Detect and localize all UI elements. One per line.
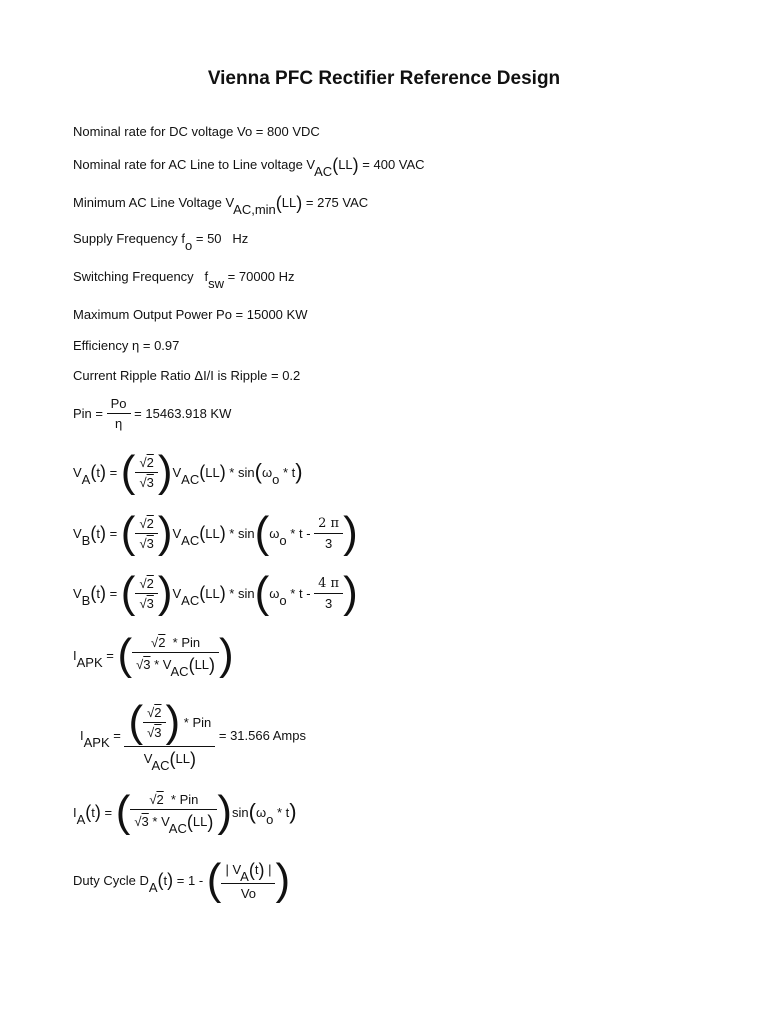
- v: V: [172, 464, 182, 480]
- label: Nominal rate for AC Line to Line voltage V: [73, 157, 315, 172]
- label: Duty Cycle D: [73, 872, 149, 888]
- v: V: [172, 585, 182, 601]
- t: t: [285, 804, 290, 820]
- ac: AC: [181, 592, 200, 608]
- ll: LL: [205, 525, 220, 541]
- one: 1: [187, 872, 196, 888]
- t: t: [96, 585, 100, 601]
- two: 2: [146, 454, 154, 470]
- o: o: [279, 592, 287, 608]
- t: t: [298, 585, 303, 601]
- value: 275: [317, 195, 339, 210]
- ll: LL: [205, 585, 220, 601]
- param-ripple: [73, 368, 300, 383]
- three: 3: [143, 656, 151, 672]
- subscript: B: [81, 592, 91, 608]
- label: Supply Frequency f: [73, 231, 186, 246]
- label: Minimum AC Line Voltage V: [73, 195, 234, 210]
- three: 3: [154, 724, 162, 740]
- v: V: [172, 525, 182, 541]
- fraction: [107, 396, 131, 431]
- value: 800: [267, 124, 289, 139]
- denominator: Vo: [240, 885, 257, 901]
- pin: Pin: [192, 714, 212, 730]
- value: 70000: [238, 269, 276, 284]
- ll: LL: [194, 656, 210, 672]
- sqrt-fraction: [135, 516, 157, 551]
- param-efficiency: [73, 338, 179, 353]
- numerator: Po: [107, 396, 131, 414]
- param-dc-voltage: [73, 124, 320, 139]
- numerator: 2 π: [314, 516, 343, 534]
- equation-iapk-formula: I APK = ( √ 2 * Pin √ 3 * VAC(LL) ): [73, 633, 234, 677]
- arg: LL: [281, 195, 297, 210]
- symbol: f: [204, 269, 209, 284]
- subscript: APK: [76, 654, 103, 670]
- param-ac-min: Minimum AC Line Voltage VAC,min(LL) = 275 VAC: [73, 193, 369, 217]
- subscript: A: [76, 811, 86, 827]
- sin: sin: [237, 525, 255, 541]
- two: 2: [154, 704, 162, 720]
- subscript: sw: [208, 276, 225, 291]
- v: V: [143, 751, 152, 766]
- a: A: [240, 868, 249, 884]
- omega: ω: [269, 585, 280, 601]
- unit: Hz: [232, 231, 249, 246]
- three: 3: [146, 595, 154, 611]
- ll: LL: [205, 464, 220, 480]
- value: 50: [207, 231, 222, 246]
- unit: KW: [286, 307, 308, 322]
- ac: AC: [168, 820, 187, 836]
- symbol: I: [73, 647, 77, 663]
- subscript: AC,min: [233, 202, 276, 217]
- value: 0.2: [282, 368, 301, 383]
- subscript: A: [81, 471, 91, 487]
- t: t: [298, 525, 303, 541]
- page-title: Vienna PFC Rectifier Reference Design: [207, 68, 561, 89]
- pin: Pin: [179, 791, 199, 807]
- equation-ia: I A ( t ) = ( √ 2 * Pin √ 3 * VAC(LL) ) sin ( ω o * t ): [73, 790, 297, 834]
- sin: sin: [231, 804, 249, 820]
- v: V: [232, 861, 241, 877]
- subscript: AC: [314, 164, 333, 179]
- equation-iapk-result: I APK = ( √ 2 √ 3 ) * Pin VAC(LL) = 31.566 Amps: [80, 700, 306, 770]
- label: Switching Frequency: [73, 269, 194, 284]
- three: 3: [141, 813, 149, 829]
- ia-fraction: √ 2 * Pin √ 3 * VAC(LL): [130, 792, 217, 833]
- duty-fraction: $\frac{| VA(t) |}{Vo}$: [221, 860, 275, 901]
- subscript: o: [185, 238, 193, 253]
- ac: AC: [151, 758, 170, 773]
- denominator: 3: [325, 595, 333, 611]
- unit: VDC: [288, 124, 320, 139]
- t: t: [96, 525, 100, 541]
- sin: sin: [237, 464, 255, 480]
- equation-vb: V B ( t ) = ( √ 2 √ 3 ) V AC ( LL ) * sin ( ω o * t - $\frac{2 \pi}{3}$ ): [73, 511, 358, 555]
- iapk-result: = 31.566 Amps: [218, 727, 306, 743]
- t: t: [163, 872, 168, 888]
- subscript: APK: [83, 734, 110, 750]
- three: 3: [146, 535, 154, 551]
- two: 2: [146, 515, 154, 531]
- t: t: [254, 861, 259, 877]
- phase-fraction: [314, 576, 343, 611]
- value: 400: [373, 157, 396, 172]
- symbol: I: [80, 727, 84, 743]
- arg: LL: [338, 157, 353, 172]
- omega: ω: [255, 804, 267, 820]
- symbol: I: [73, 804, 77, 820]
- pin: Pin: [181, 634, 201, 650]
- denominator: η: [114, 416, 123, 431]
- o: o: [279, 532, 287, 548]
- param-ac-ll: Nominal rate for AC Line to Line voltage VAC(LL) = 400 VAC: [73, 155, 425, 179]
- phase-fraction: [314, 516, 343, 551]
- iapk-fraction: √ 2 * Pin √ 3 * VAC(LL): [132, 635, 219, 676]
- param-supply-freq: Supply Frequency fo = 50 Hz: [73, 231, 249, 253]
- denominator: 3: [325, 535, 333, 551]
- value: 15000: [246, 307, 283, 322]
- label: Maximum Output Power Po =: [73, 307, 247, 322]
- ac: AC: [181, 532, 200, 548]
- two: 2: [146, 575, 154, 591]
- label: Nominal rate for DC voltage Vo =: [73, 124, 268, 139]
- value: 0.97: [154, 338, 180, 353]
- sqrt-fraction: [135, 455, 157, 490]
- unit: Hz: [275, 269, 295, 284]
- unit: VAC: [395, 157, 425, 172]
- v: V: [161, 813, 169, 829]
- equation-vc: V B ( t ) = ( √ 2 √ 3 ) V AC ( LL ) * sin ( ω o * t - $\frac{4 \pi}{3}$ ): [73, 571, 358, 615]
- subscript: B: [81, 532, 91, 548]
- numerator: 4 π: [314, 576, 343, 594]
- ac: AC: [170, 663, 189, 679]
- sqrt-fraction: [135, 576, 157, 611]
- omega: ω: [261, 464, 273, 480]
- omega: ω: [269, 525, 280, 541]
- o: o: [272, 471, 280, 487]
- equation-duty-cycle: Duty Cycle D A ( t ) = 1 - ( $\frac{| VA(t) |}{Vo}$ ): [73, 855, 291, 904]
- o: o: [266, 811, 274, 827]
- three: 3: [146, 474, 154, 490]
- t: t: [91, 804, 95, 820]
- two: 2: [158, 634, 166, 650]
- v: V: [162, 656, 171, 672]
- param-max-power: [73, 307, 308, 322]
- iapk-result-fraction: ( √ 2 √ 3 ) * Pin VAC(LL): [124, 700, 215, 770]
- pin-lhs: Pin =: [73, 406, 103, 421]
- symbol: V: [73, 464, 82, 480]
- t: t: [291, 464, 296, 480]
- ac: AC: [181, 471, 200, 487]
- t: t: [96, 464, 100, 480]
- equation-pin: [73, 396, 231, 431]
- equation-va: V A ( t ) = ( √ 2 √ 3 ) V AC ( LL ) * sin ( ω o * t ): [73, 450, 303, 494]
- unit: VAC: [338, 195, 369, 210]
- subscript: A: [148, 879, 158, 895]
- symbol: V: [73, 585, 82, 601]
- label: Current Ripple Ratio ΔI/I is Ripple =: [73, 368, 283, 383]
- symbol: V: [73, 525, 82, 541]
- sin: sin: [237, 585, 255, 601]
- label: Efficiency η =: [73, 338, 155, 353]
- two: 2: [156, 791, 164, 807]
- param-switch-freq: Switching Frequency fsw = 70000 Hz: [73, 269, 295, 291]
- ll: LL: [192, 813, 208, 829]
- pin-result: = 15463.918 KW: [134, 406, 232, 421]
- ll: LL: [175, 751, 190, 766]
